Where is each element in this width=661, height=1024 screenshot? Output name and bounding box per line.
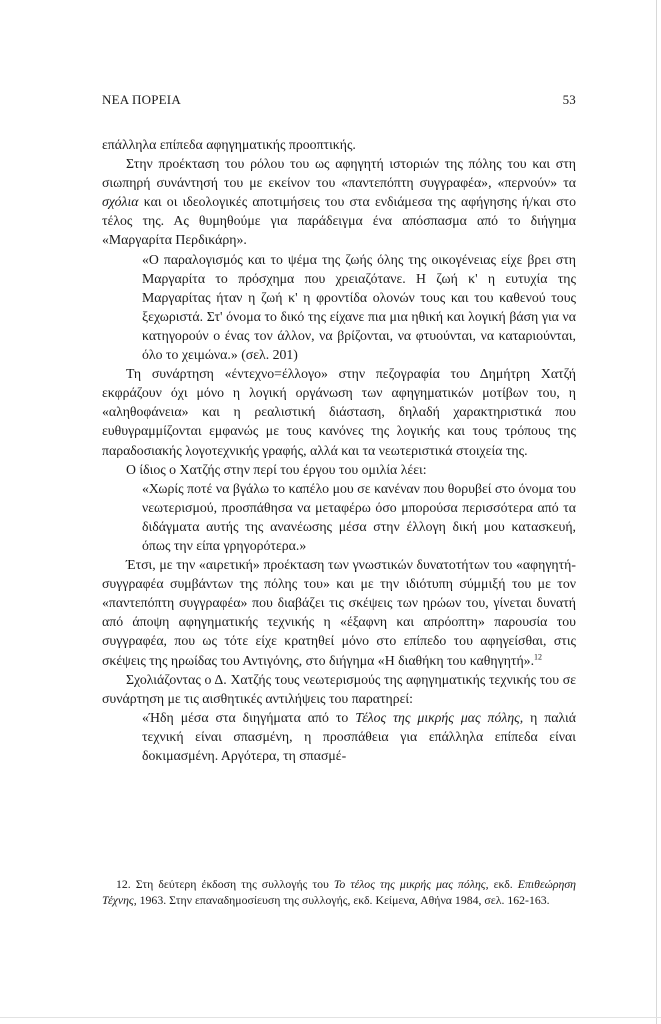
paragraph-3: Τη συνάρτηση «έντεχνο=έλλογο» στην πεζογραφία του Δημήτρη Χατζή εκφράζουν όχι μόνο η λογική οργάνωση των αφηγηματικών μοτίβων του, η «αληθοφάνεια» και η ρεαλιστική διάσταση, δηλαδή χαρακτηριστικά που ευθυγραμμίζονται εμφανώς με τους κανόνες της λογικής και τους τρόπους της παραδοσιακής λογοτεχνικής γραφής, αλλά και τα νεωτεριστικά στοιχεία της. (102, 366, 576, 458)
footnote-text-b: εκδ. (488, 877, 518, 891)
page-edge-right (656, 0, 657, 1024)
paragraph-2 (102, 154, 576, 249)
block-quote-3-italic: Τέλος της μικρής μας πόλης, (355, 709, 524, 725)
block-quote-3-text-a: «Ήδη μέσα στα διηγήματα από το (142, 709, 356, 725)
footnote-12 (102, 876, 576, 909)
paragraph-2-italic: σχόλια (102, 194, 139, 210)
paragraph-5-text: Έτσι, με την «αιρετική» προέκταση των γνωστικών δυνατοτήτων του «αφηγητή-συγγραφέα συμβάντων της πόλης του» και με την ιδιότυπη σύμμιξή του με τον «παντεπόπτη συγγραφέα» που διαβάζει τις σκέψεις των ηρώων του, γίνεται δυνατή από άποψη αφηγηματικής τεχνικής η «έξαφνη και απρόοπτη» παρουσία του συγγραφέα, που ως τότε είχε κρατηθεί μόνο στο επίπεδο του αφηγείσθαι, στις σκέψεις της ηρωίδας του Αντιγόνης, στο διήγημα «Η διαθήκη του καθηγητή». (102, 557, 576, 668)
footnote-italic-1: Το τέλος της μικρής μας πόλης, (333, 877, 489, 891)
paragraph-1: επάλληλα επίπεδα αφηγηματικής προοπτικής. (102, 137, 356, 152)
page-edge-bottom (0, 1017, 661, 1018)
journal-title: ΝΕΑ ΠΟΡΕΙΑ (102, 92, 181, 107)
running-header (102, 92, 576, 112)
footnote-italic-2: Επιθεώρηση Τέχνης, (102, 877, 577, 908)
block-quote-2: «Χωρίς ποτέ να βγάλω το καπέλο μου σε κανέναν που θορυβεί στο όνομα του νεωτερισμού, προσπάθησα να μεταφέρω όσο μπορούσα περισσότερα από τα διδάγματα αυτής της ανανέωσης μέσα στην έλλογη δική μου κατασκευή, όπως την είπα γρηγορότερα.» (142, 480, 576, 553)
footnote-text-c: 1963. Στην επαναδημοσίευση της συλλογής, εκδ. Κείμενα, Αθήνα 1984, σελ. 162-163. (136, 893, 550, 908)
footnote-number: 12. (116, 877, 131, 891)
paragraph-6: Σχολιάζοντας ο Δ. Χατζής τους νεωτερισμούς της αφηγηματικής τεχνικής του σε συνάρτηση με τις αισθητικές αντιλήψεις του παρατηρεί: (102, 671, 576, 706)
footnotes (102, 876, 576, 909)
block-quote-3 (142, 708, 576, 765)
body-text (102, 135, 576, 765)
page-number: 53 (562, 92, 576, 107)
block-quote-3-text-b: η παλιά τεχνική είναι σπασμένη, η προσπάθεια για επάλληλα επίπεδα είναι δοκιμασμένη. Αργότερα, τη σπασμέ- (142, 709, 576, 763)
footnote-reference[interactable]: 12 (534, 651, 543, 661)
paragraph-2-text-b: και οι ιδεολογικές αποτιμήσεις του στα ενδιάμεσα της αφήγησης ή/και στο τέλος της. Ας θυμηθούμε για παράδειγμα ένα απόσπασμα από το διήγημα «Μαργαρίτα Περδικάρη». (102, 194, 576, 248)
block-quote-1: «Ο παραλογισμός και το ψέμα της ζωής όλης της οικογένειας είχε βρει στη Μαργαρίτα το πρόσχημα που χρειαζότανε. Η ζωή κ' η ευτυχία της Μαργαρίτας ήταν η ζωή κ' η φροντίδα ολονών τους και του καθενού τους ξεχωριστά. Στ' όνομα το δικό της είχανε πια μια ηθική και λογική βάση για να κατηγορούν ο ένας τον άλλον, να βρίζονται, να φτυούνται, να καταριούνται, όλο το χειμώνα.» (σελ. 201) (142, 251, 576, 363)
paragraph-4: Ο ίδιος ο Χατζής στην περί του έργου του ομιλία λέει: (126, 461, 427, 477)
paragraph-5 (102, 555, 576, 670)
footnote-text-a: Στη δεύτερη έκδοση της συλλογής του (130, 877, 334, 891)
paragraph-2-text-a: Στην προέκταση του ρόλου του ως αφηγητή ιστοριών της πόλης του και στη σιωπηρή συνάντησή του με εκείνον του «παντεπόπτη συγγραφέα», «περνούν» τα (102, 156, 576, 191)
